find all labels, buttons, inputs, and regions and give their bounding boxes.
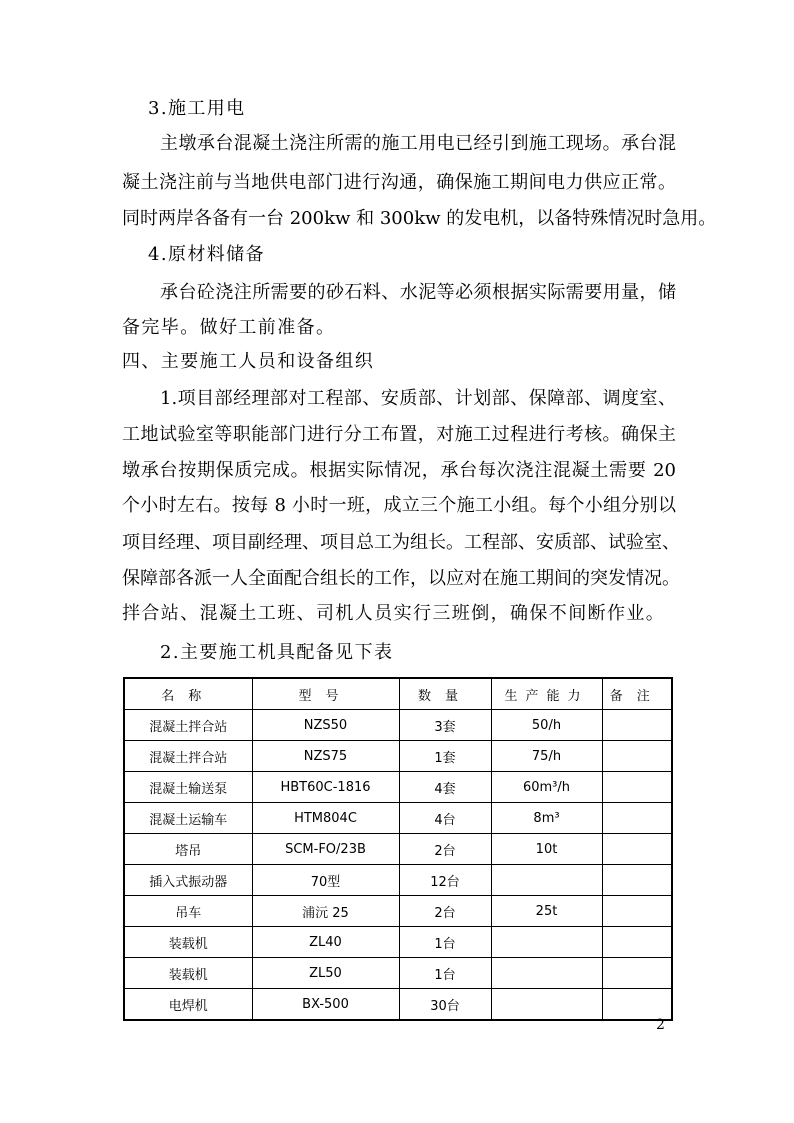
page-number: 2 — [656, 1017, 665, 1033]
cell-quantity: 1台 — [399, 958, 491, 989]
section-3-heading: 3.施工用电 — [148, 98, 246, 119]
cell-model: NZS75 — [252, 741, 399, 772]
cell-name: 插入式振动器 — [124, 865, 252, 896]
table-row — [124, 896, 672, 927]
cell-name: 混凝土输送泵 — [124, 772, 252, 803]
paragraph-line: 主墩承台混凝土浇注所需的施工用电已经引到施工现场。承台混 — [160, 133, 676, 154]
cell-name: 装载机 — [124, 958, 252, 989]
cell-model: HTM804C — [252, 803, 399, 834]
cell-quantity: 1套 — [399, 741, 491, 772]
cell-remarks — [602, 710, 672, 741]
paragraph-line: 备完毕。做好工前准备。 — [122, 317, 336, 338]
paragraph-line: 墩承台按期保质完成。根据实际情况，承台每次浇注混凝土需要 20 — [122, 460, 676, 481]
cell-model: ZL50 — [252, 958, 399, 989]
item-2-heading: 2.主要施工机具配备见下表 — [160, 642, 394, 663]
cell-quantity: 2台 — [399, 896, 491, 927]
cell-capacity — [491, 989, 602, 1021]
cell-capacity — [491, 865, 602, 896]
cell-model: SCM-FO/23B — [252, 834, 399, 865]
table-row — [124, 741, 672, 772]
cell-quantity: 4套 — [399, 772, 491, 803]
table-row — [124, 772, 672, 803]
paragraph-line: 1.项目部经理部对工程部、安质部、计划部、保障部、调度室、 — [160, 388, 676, 409]
table-row — [124, 834, 672, 865]
cell-quantity: 1台 — [399, 927, 491, 958]
cell-quantity: 30台 — [399, 989, 491, 1021]
cell-capacity: 10t — [491, 834, 602, 865]
paragraph-line: 项目经理、项目副经理、项目总工为组长。工程部、安质部、试验室、 — [122, 532, 680, 553]
cell-capacity: 25t — [491, 896, 602, 927]
cell-model: NZS50 — [252, 710, 399, 741]
equipment-table — [123, 677, 673, 1021]
header-capacity: 生产能力 — [491, 678, 602, 710]
cell-name: 电焊机 — [124, 989, 252, 1021]
cell-remarks — [602, 741, 672, 772]
cell-quantity: 4台 — [399, 803, 491, 834]
cell-remarks — [602, 834, 672, 865]
paragraph-line: 拌合站、混凝土工班、司机人员实行三班倒，确保不间断作业。 — [122, 603, 666, 624]
header-quantity: 数量 — [399, 678, 491, 710]
cell-remarks — [602, 772, 672, 803]
cell-capacity: 75/h — [491, 741, 602, 772]
paragraph-line: 承台砼浇注所需要的砂石料、水泥等必须根据实际需要用量，储 — [160, 282, 676, 303]
paragraph-line: 同时两岸各备有一台 200kw 和 300kw 的发电机，以备特殊情况时急用。 — [122, 208, 717, 229]
cell-model: 70型 — [252, 865, 399, 896]
cell-capacity: 60m³/h — [491, 772, 602, 803]
cell-remarks — [602, 927, 672, 958]
paragraph-line: 凝土浇注前与当地供电部门进行沟通，确保施工期间电力供应正常。 — [122, 172, 676, 193]
cell-name: 混凝土拌合站 — [124, 741, 252, 772]
cell-capacity — [491, 927, 602, 958]
cell-capacity — [491, 958, 602, 989]
cell-quantity: 12台 — [399, 865, 491, 896]
cell-quantity: 3套 — [399, 710, 491, 741]
table-row — [124, 958, 672, 989]
cell-model: HBT60C-1816 — [252, 772, 399, 803]
cell-model: BX-500 — [252, 989, 399, 1021]
cell-capacity: 8m³ — [491, 803, 602, 834]
cell-model: 浦沅 25 — [252, 896, 399, 927]
cell-capacity: 50/h — [491, 710, 602, 741]
paragraph-line: 个小时左右。按每 8 小时一班，成立三个施工小组。每个小组分别以 — [122, 495, 676, 516]
chapter-4-heading: 四、主要施工人员和设备组织 — [122, 351, 375, 372]
cell-name: 混凝土拌合站 — [124, 710, 252, 741]
cell-remarks — [602, 865, 672, 896]
table-row — [124, 865, 672, 896]
table-header-row — [124, 678, 672, 710]
cell-remarks — [602, 958, 672, 989]
cell-remarks — [602, 989, 672, 1021]
cell-quantity: 2台 — [399, 834, 491, 865]
paragraph-line: 工地试验室等职能部门进行分工布置，对施工过程进行考核。确保主 — [122, 424, 676, 445]
header-model: 型号 — [252, 678, 399, 710]
section-4-heading: 4.原材料储备 — [148, 244, 265, 265]
header-name: 名称 — [124, 678, 252, 710]
paragraph-line: 保障部各派一人全面配合组长的工作，以应对在施工期间的突发情况。 — [122, 568, 680, 589]
cell-name: 塔吊 — [124, 834, 252, 865]
table-row — [124, 803, 672, 834]
cell-name: 吊车 — [124, 896, 252, 927]
table-row — [124, 710, 672, 741]
header-remarks: 备注 — [602, 678, 672, 710]
cell-name: 混凝土运输车 — [124, 803, 252, 834]
table-row — [124, 927, 672, 958]
cell-remarks — [602, 803, 672, 834]
cell-name: 装载机 — [124, 927, 252, 958]
table-row — [124, 989, 672, 1021]
cell-remarks — [602, 896, 672, 927]
cell-model: ZL40 — [252, 927, 399, 958]
